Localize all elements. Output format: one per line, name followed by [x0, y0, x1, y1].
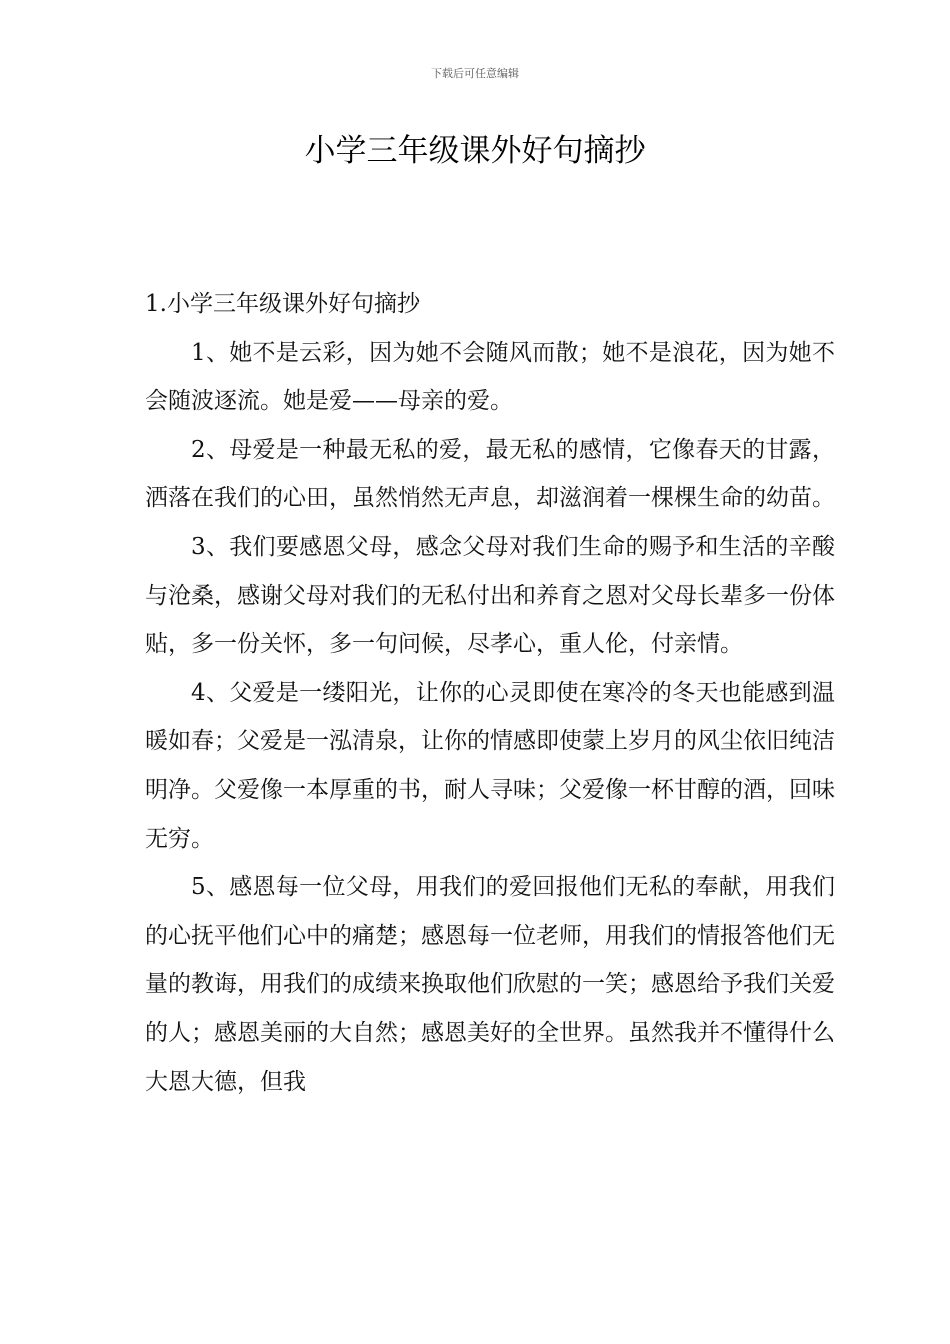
paragraph-3: 3、我们要感恩父母，感念父母对我们生命的赐予和生活的辛酸与沧桑，感谢父母对我们的无私付出和养育之恩对父母长辈多一份体贴，多一份关怀，多一句问候，尽孝心，重人伦，付亲情。	[145, 533, 835, 658]
section-heading: 1.小学三年级课外好句摘抄	[145, 291, 420, 317]
document-body	[145, 280, 835, 1106]
paragraph-4: 4、父爱是一缕阳光，让你的心灵即使在寒冷的冬天也能感到温暖如春；父爱是一泓清泉，让你的情感即使蒙上岁月的风尘依旧纯洁明净。父爱像一本厚重的书，耐人寻味；父爱像一杯甘醇的酒，回味无穷。	[145, 679, 835, 852]
paragraph-5: 5、感恩每一位父母，用我们的爱回报他们无私的奉献，用我们的心抚平他们心中的痛楚；感恩每一位老师，用我们的情报答他们无量的教诲，用我们的成绩来换取他们欣慰的一笑；感恩给予我们关爱的人；感恩美丽的大自然；感恩美好的全世界。虽然我并不懂得什么大恩大德，但我	[145, 874, 835, 1095]
document-title: 小学三年级课外好句摘抄	[304, 133, 646, 169]
paragraph-2: 2、母爱是一种最无私的爱，最无私的感情，它像春天的甘露，洒落在我们的心田，虽然悄然无声息，却滋润着一棵棵生命的幼苗。	[145, 436, 835, 512]
paragraph-1: 1、她不是云彩，因为她不会随风而散；她不是浪花，因为她不会随波逐流。她是爱——母亲的爱。	[145, 339, 835, 415]
header-note: 下载后可任意编辑	[431, 67, 519, 80]
